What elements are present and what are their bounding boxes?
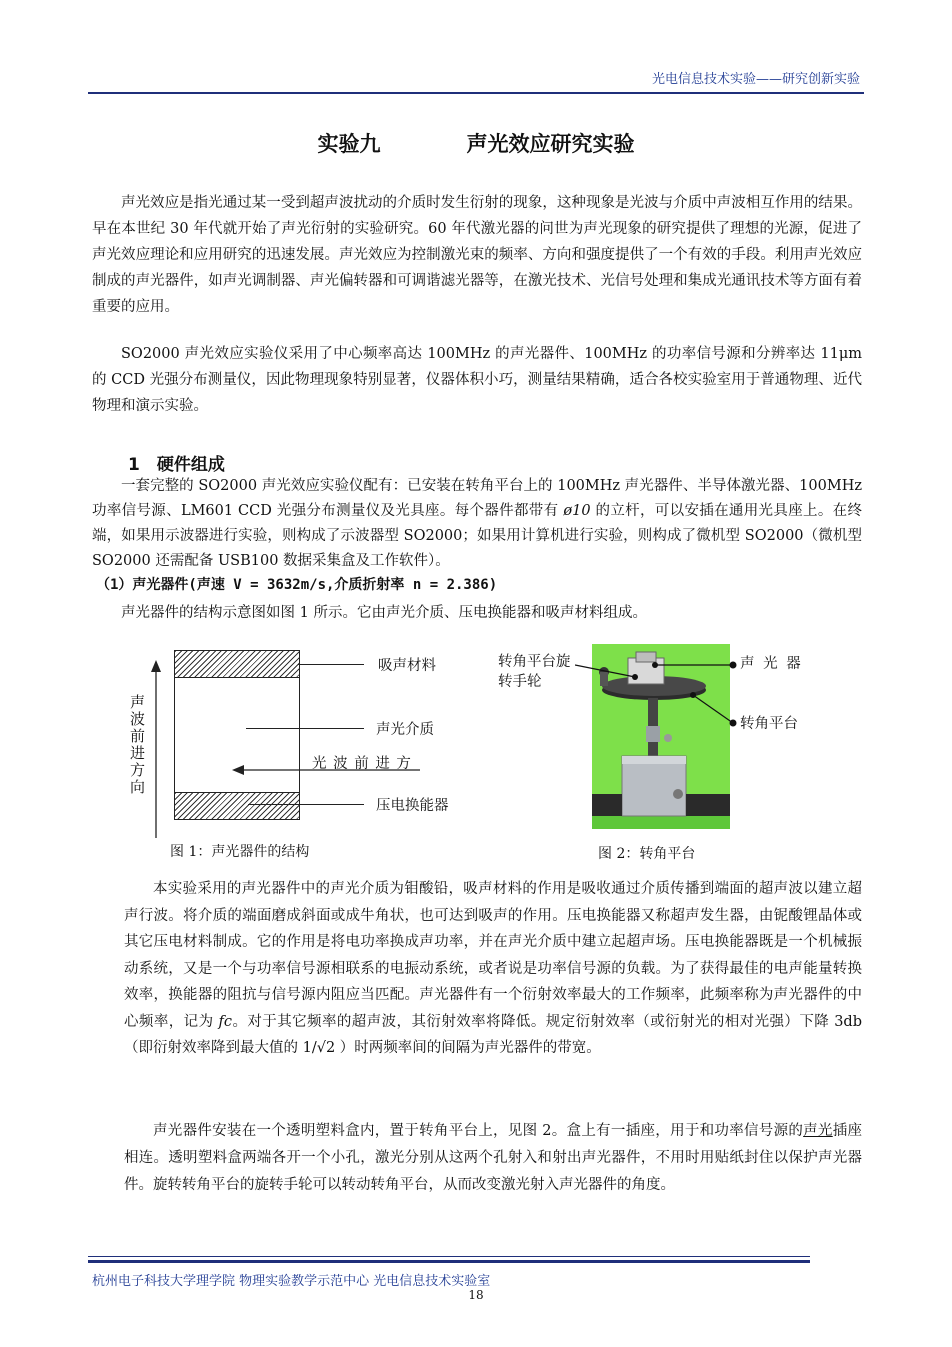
experiment-name: 声光效应研究实验 xyxy=(466,132,635,156)
sound-direction-label: 声波前进方向 xyxy=(130,693,146,796)
header-rule xyxy=(88,92,864,94)
absorber-label: 吸声材料 xyxy=(378,658,436,674)
footer-institution: 杭州电子科技大学理学院 物理实验教学示范中心 光电信息技术实验室 xyxy=(92,1274,491,1289)
structure-intro-paragraph: 声光器件的结构示意图如图 1 所示。它由声光介质、压电换能器和吸声材料组成。 xyxy=(121,605,647,621)
mounting-paragraph xyxy=(124,1118,862,1199)
absorber-block xyxy=(174,650,300,678)
center-frequency-symbol: fc xyxy=(218,1013,233,1030)
rotation-knob-label: 转角平台旋转手轮 xyxy=(498,654,571,690)
hardware-text-2: 的立杆，可以安插在通用光具座上。在终端，如果用示波器进行实验，则构成了示波器型 SO2000；如果用计算机进行实验，则构成了微机型 SO2000（微机型 SO2000 还需配备 USB100 数据采集盒及工作软件）。 xyxy=(92,503,863,569)
intro-paragraph-2: SO2000 声光效应实验仪采用了中心频率高达 100MHz 的声光器件、100MHz 的功率信号源和分辨率达 11μm 的 CCD 光强分布测量仪，因此物理现象特别显著，仪器体积小巧，测量结果精确，适合各校实验室用于普通物理、近代物理和演示实验。 xyxy=(92,346,862,414)
device-label: 声 光 器 xyxy=(740,656,803,672)
stage-label: 转角平台 xyxy=(740,716,798,732)
absorber-leader xyxy=(298,664,364,665)
hardware-text-1: 一套完整的 SO2000 声光效应实验仪配有：已安装在转角平台上的 100MHz 声光器件、半导体激光器、100MHz 功率信号源、LM601 CCD 光强分布测量仪及光具座。每个器件都带有 xyxy=(92,478,862,519)
mounting-text-1: 声光器件安装在一个透明塑料盒内，置于转角平台上，见图 2。盒上有一插座，用于和功率信号源的 xyxy=(153,1123,804,1139)
sub-heading-acousto-optic-device: （1）声光器件(声速 V = 3632m/s,介质折射率 n = 2.386) xyxy=(96,577,498,593)
mounting-underlined-word: 声光 xyxy=(803,1123,833,1139)
device-text-2: 。对于其它频率的超声波，其衍射效率将降低。规定衍射效率（或衍射光的相对光强）下降 3db（即衍射效率降到最大值的 1/√2 ）时两频率间的间隔为声光器件的带宽。 xyxy=(124,1013,862,1056)
sound-direction-arrow xyxy=(146,660,166,840)
rod-diameter-symbol: ø10 xyxy=(563,503,591,519)
medium-leader xyxy=(246,728,364,729)
light-direction-label: 光 波 前 进 方 xyxy=(312,756,412,772)
intro-paragraph-1: 声光效应是指光通过某一受到超声波扰动的介质时发生衍射的现象，这种现象是光波与介质中声波相互作用的结果。早在本世纪 30 年代就开始了声光衍射的实验研究。60 年代激光器的问世为声光现象的研究提供了理想的光源，促进了声光效应理论和应用研究的迅速发展。声光效应为控制激光束的频率、方向和强度提供了一个有效的手段。利用声光效应制成的声光器件，如声光调制器、声光偏转器和可调谐滤光器等，在激光技术、光信号处理和集成光通讯技术等方面有着重要的应用。 xyxy=(92,195,862,315)
device-text-1: 本实验采用的声光器件中的声光介质为钼酸铅，吸声材料的作用是吸收通过介质传播到端面的超声波以建立超声行波。将介质的端面磨成斜面或成牛角状，也可达到吸声的作用。压电换能器又称超声发生器，由铌酸锂晶体或其它压电材料制成。它的作用是将电功率换成声功率，并在声光介质中建立起超声场。压电换能器既是一个机械振动系统，又是一个与功率信号源相联系的电振动系统，或者说是功率信号源的负载。为了获得最佳的电声能量转换效率，换能器的阻抗与信号源内阻应当匹配。声光器件有一个衍射效率最大的工作频率，此频率称为声光器件的中心频率，记为 xyxy=(124,881,862,1030)
footer-rule-thin xyxy=(88,1256,810,1257)
figure-2-caption: 图 2：转角平台 xyxy=(598,846,696,862)
device-description-paragraph xyxy=(124,876,862,1062)
running-header: 光电信息技术实验——研究创新实验 xyxy=(651,72,860,87)
experiment-number: 实验九 xyxy=(317,132,381,156)
hardware-paragraph xyxy=(92,474,862,574)
mounting-text-2: 插座相连。透明塑料盒两端各开一个小孔，激光分别从这两个孔射入和射出声光器件，不用时用贴纸封住以保护声光器件。旋转转角平台的旋转手轮可以转动转角平台，从而改变激光射入声光器件的角度。 xyxy=(124,1123,863,1193)
transducer-block xyxy=(174,792,300,820)
medium-label: 声光介质 xyxy=(376,722,434,738)
section-heading: 1 硬件组成 xyxy=(128,455,225,475)
page-title xyxy=(0,128,952,158)
transducer-label: 压电换能器 xyxy=(376,798,449,814)
figure-1-caption: 图 1：声光器件的结构 xyxy=(170,844,310,860)
transducer-leader xyxy=(248,804,364,805)
callout-lines xyxy=(575,655,740,735)
footer-rule-thick xyxy=(88,1260,810,1263)
page-number: 18 xyxy=(468,1288,484,1302)
